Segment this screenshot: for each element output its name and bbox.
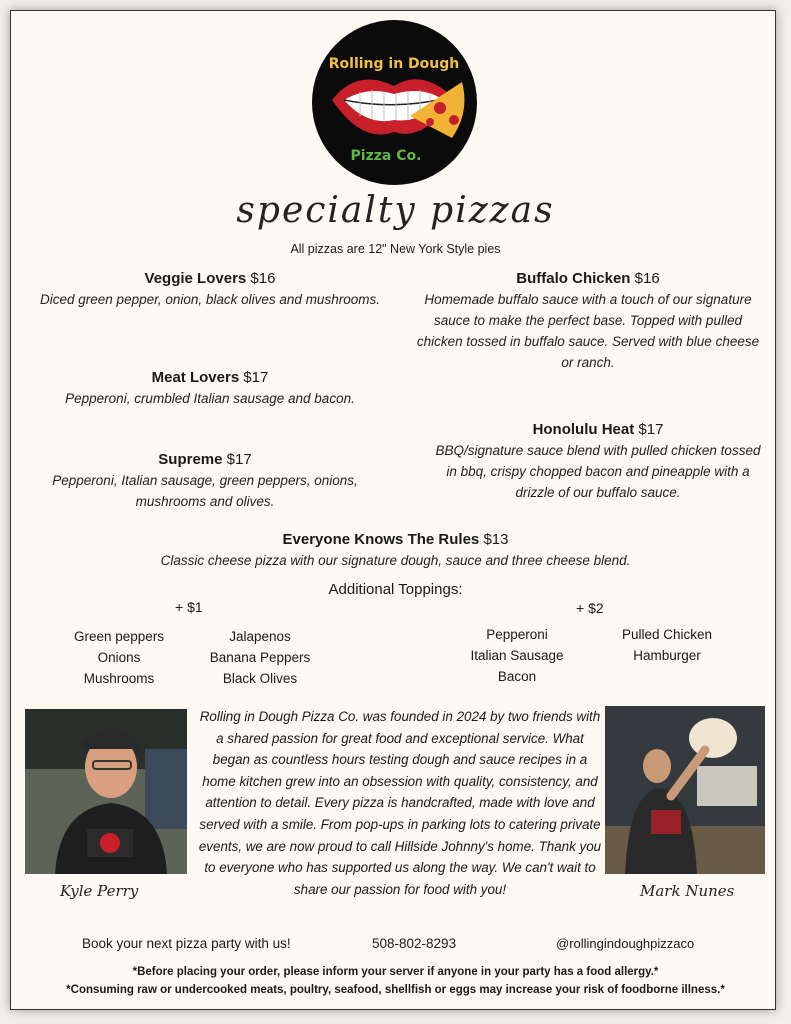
pizza-everyone-knows-the-rules <box>60 531 731 571</box>
topping-item: Pulled Chicken <box>621 627 713 642</box>
topping-item: Hamburger <box>633 648 701 663</box>
pizza-price: $16 <box>634 270 660 287</box>
page-title: specialty pizzas <box>236 190 555 231</box>
pizza-price: $17 <box>226 451 252 468</box>
topping-item: Bacon <box>497 669 537 684</box>
toppings-two-col2 <box>607 624 727 666</box>
pizza-price: $16 <box>250 270 276 287</box>
photo-kyle-perry <box>25 709 187 874</box>
topping-item: Black Olives <box>222 671 298 686</box>
pizza-description: BBQ/signature sauce blend with pulled chicken tossed in bbq, crispy chopped bacon and pineapple with a drizzle of our buffalo sauce. <box>435 443 761 500</box>
toppings-two-col1 <box>457 624 577 687</box>
allergy-notice: *Before placing your order, please inform your server if anyone in your party has a food allergy.* <box>132 966 659 978</box>
svg-text:Pizza Co.: Pizza Co. <box>350 148 422 164</box>
pizza-buffalo-chicken <box>412 270 764 373</box>
pizza-name: Everyone Knows The Rules <box>282 531 480 548</box>
brand-logo <box>312 20 477 185</box>
signature-kyle-perry: Kyle Perry <box>60 882 139 900</box>
signature-mark-nunes: Mark Nunes <box>640 882 735 900</box>
toppings-one-col1 <box>64 626 174 689</box>
topping-item: Pepperoni <box>486 627 548 642</box>
toppings-two-dollar-label: + $2 <box>576 600 604 616</box>
pizza-description: Classic cheese pizza with our signature dough, sauce and three cheese blend. <box>160 553 631 568</box>
topping-item: Green peppers <box>73 629 165 644</box>
pizza-veggie-lovers <box>30 270 390 310</box>
footer-social-handle[interactable]: @rollingindoughpizzaco <box>556 936 695 951</box>
toppings-one-col2 <box>196 626 324 689</box>
pizza-price: $17 <box>638 421 664 438</box>
pizza-description: Pepperoni, Italian sausage, green peppers, onions, mushrooms and olives. <box>52 473 358 509</box>
pizza-name: Honolulu Heat <box>532 421 635 438</box>
topping-item: Onions <box>97 650 141 665</box>
pizza-description: Diced green pepper, onion, black olives and mushrooms. <box>40 292 380 307</box>
raw-food-notice: *Consuming raw or undercooked meats, poultry, seafood, shellfish or eggs may increase your risk of foodborne illness.* <box>66 984 725 996</box>
topping-item: Mushrooms <box>83 671 155 686</box>
topping-item: Jalapenos <box>229 629 291 644</box>
topping-item: Italian Sausage <box>470 648 564 663</box>
photo-mark-nunes <box>605 706 765 874</box>
pizza-meat-lovers <box>20 369 400 409</box>
toppings-one-dollar-label: + $1 <box>175 599 203 615</box>
footer-booking: Book your next pizza party with us! <box>82 936 291 951</box>
pizza-price: $17 <box>243 369 269 386</box>
pizza-name: Meat Lovers <box>151 369 240 386</box>
pizza-name: Buffalo Chicken <box>516 270 631 287</box>
logo-graphic <box>312 20 477 185</box>
pizza-description: Pepperoni, crumbled Italian sausage and bacon. <box>65 391 355 406</box>
pizza-description: Homemade buffalo sauce with a touch of our signature sauce to make the perfect base. Topped with pulled chicken tossed in buffalo sauce. Served with blue cheese or ranch. <box>416 292 760 370</box>
about-story: Rolling in Dough Pizza Co. was founded in 2024 by two friends with a shared passion for great food and exceptional service. What began as countless hours testing dough and sauce recipes in a home kitchen grew into an obsession with quality, consistency, and attention to detail. Every pizza is handcrafted, made with love and served with a smile. From pop-ups in parking lots to catering private events, we are now proud to call Hillside Johnny's home. Thank you to everyone who has supported us along the way. We can't wait to share our passion for food with you! <box>198 709 602 897</box>
toppings-heading: Additional Toppings: <box>328 581 463 598</box>
pizza-name: Supreme <box>158 451 223 468</box>
topping-item: Banana Peppers <box>209 650 311 665</box>
pizza-supreme <box>50 451 360 512</box>
footer-phone[interactable]: 508-802-8293 <box>372 936 457 951</box>
svg-text:Rolling in Dough: Rolling in Dough <box>328 56 460 72</box>
pizza-name: Veggie Lovers <box>144 270 247 287</box>
pizza-honolulu-heat <box>430 421 766 503</box>
page-subtitle: All pizzas are 12" New York Style pies <box>290 242 501 256</box>
pizza-price: $13 <box>483 531 509 548</box>
